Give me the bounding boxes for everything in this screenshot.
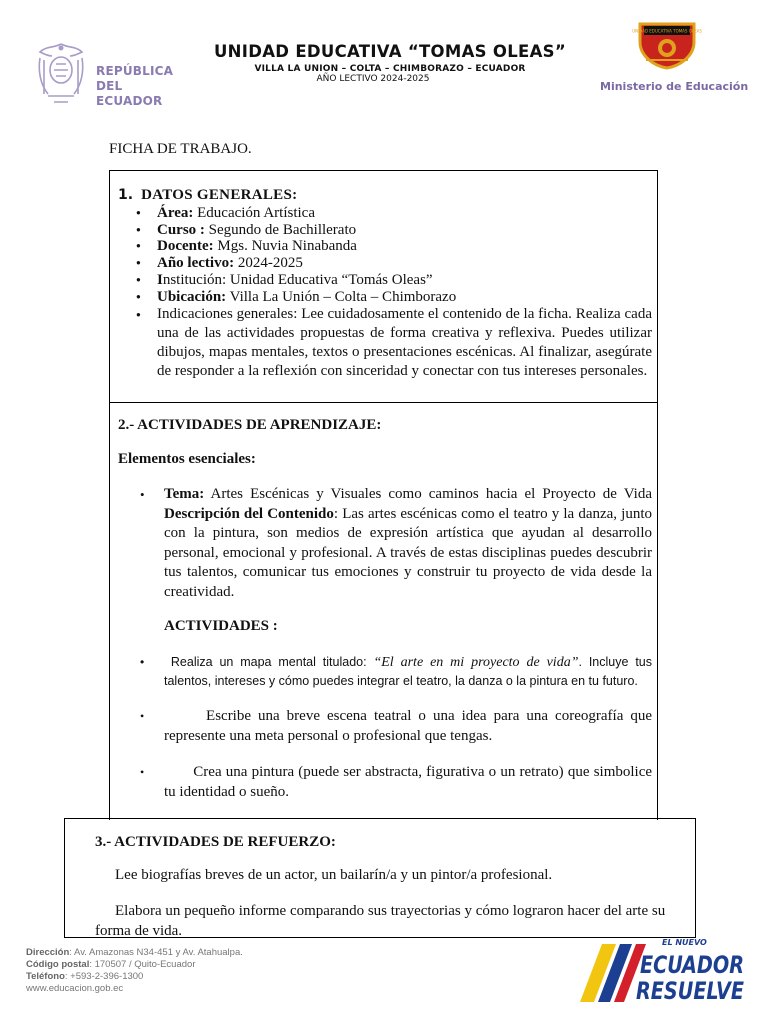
activity-1-title: “El arte en mi proyecto de vida” <box>373 655 579 670</box>
ecuador-resuelve-logo <box>576 936 746 1006</box>
bullet-icon: • <box>140 487 145 502</box>
activity-1-rest: . Incluye tus talentos, intereses y cómo puedes integrar el teatro, la danza o la pintura en tu futuro. <box>164 655 653 688</box>
coat-of-arms-icon <box>34 40 88 110</box>
section-2-subtitle: Elementos esenciales: <box>118 451 256 467</box>
activity-3 <box>140 762 653 802</box>
phone-value: : +593-2-396-1300 <box>64 971 144 982</box>
bullet-icon: • <box>140 709 145 723</box>
item-label: Año lectivo: <box>157 255 235 272</box>
crest-text: UNIDAD EDUCATIVA TOMAS OLEAS <box>632 28 702 34</box>
brand-mid: ECUADOR <box>640 951 744 979</box>
republica-line-2: DEL ECUADOR <box>96 79 163 108</box>
brand-top: EL NUEVO <box>662 938 707 947</box>
address-label: Dirección <box>26 947 70 958</box>
section-1-heading <box>118 185 297 204</box>
item-value: 2024-2025 <box>234 255 303 272</box>
list-item-docente <box>136 238 652 255</box>
postal-label: Código postal <box>26 959 90 970</box>
activities-title: ACTIVIDADES : <box>164 618 278 634</box>
postal-value: : 170507 / Quito-Ecuador <box>89 959 196 970</box>
ficha-title: FICHA DE TRABAJO. <box>109 141 252 157</box>
footer-phone <box>26 971 243 983</box>
activity-1-text: Realiza un mapa mental titulado: <box>170 655 374 669</box>
school-crest-icon <box>632 20 702 70</box>
item-value: Mgs. Nuvia Ninabanda <box>213 238 357 255</box>
datos-list <box>136 205 652 381</box>
list-item-indicaciones: ● Indicaciones generales: Lee cuidadosamente el contenido de la ficha. Realiza cada una de las actividades propuestas de forma creativa y reflexiva. Puedes utilizar dibujos, mapas mentales, textos o presentaciones escénicas. Al finalizar, asegúrate de responder a la reflexión con sinceridad y conectar con tus intereses personales. <box>136 305 652 381</box>
activity-2-text: Escribe una breve escena teatral o una idea para una coreografía que represente una meta personal o profesional que tengas. <box>164 708 653 744</box>
tema-block <box>140 485 653 602</box>
footer-website[interactable]: www.educacion.gob.ec <box>26 983 124 994</box>
list-item-area <box>136 205 652 222</box>
activity-2 <box>140 706 653 746</box>
address-value: : Av. Amazonas N34-451 y Av. Atahualpa. <box>69 947 243 958</box>
bullet-icon: • <box>140 765 145 779</box>
republica-line-1: REPÚBLICA <box>96 64 174 78</box>
section-actividades-aprendizaje <box>109 402 658 820</box>
item-label-rest: nstitución <box>162 271 223 288</box>
item-label: Área: <box>157 205 194 221</box>
list-item-ubicacion <box>136 289 652 306</box>
item-value: Villa La Unión – Colta – Chimborazo <box>226 288 457 305</box>
item-label: Curso : <box>157 221 205 238</box>
section-datos-generales <box>109 170 658 403</box>
section-1-title: DATOS GENERALES: <box>141 187 298 203</box>
activity-3-text: Crea una pintura (puede ser abstracta, figurativa o un retrato) que simbolice tu identidad o sueño. <box>164 764 653 800</box>
descripcion-value: : Las artes escénicas como el teatro y la danza, junto con la pintura, son medios de expresión artística que ayudan al desarrollo personal, emocional y profesional. A través de estas disciplinas puedes descubrir tus talentos, comunicar tus emociones y construir tu proyecto de vida desde la creatividad. <box>164 505 653 600</box>
school-header <box>190 42 590 84</box>
refuerzo-paragraph-1: Lee biografías breves de un actor, un bailarín/a y un pintor/a profesional. <box>115 867 553 883</box>
descripcion-label: Descripción del Contenido <box>164 505 334 522</box>
refuerzo-paragraph-2: Elabora un pequeño informe comparando sus trayectorias y cómo lograron hacer del arte su forma de vida. <box>95 903 666 939</box>
activity-1 <box>140 653 653 690</box>
list-item-institucion <box>136 272 652 289</box>
item-value: Educación Artística <box>193 205 316 221</box>
item-label: Docente: <box>157 238 214 255</box>
section-2-title: 2.- ACTIVIDADES DE APRENDIZAJE: <box>118 417 382 433</box>
section-actividades-refuerzo <box>64 818 696 938</box>
tema-value: Artes Escénicas y Visuales como caminos hacia el Proyecto de Vida <box>204 486 652 502</box>
section-1-number: 1. <box>118 187 134 203</box>
tema-label: Tema: <box>164 486 205 502</box>
footer-address <box>26 947 243 959</box>
bullet-icon: • <box>140 655 145 669</box>
school-year: AÑO LECTIVO 2024-2025 <box>316 74 430 84</box>
item-value: : Unidad Educativa “Tomás Oleas” <box>222 271 433 288</box>
footer-contact <box>26 947 243 995</box>
school-name: UNIDAD EDUCATIVA “TOMAS OLEAS” <box>213 42 567 61</box>
item-label-initial: I <box>157 271 163 288</box>
item-value: Segundo de Bachillerato <box>204 221 357 238</box>
brand-bot: RESUELVE <box>636 977 745 1005</box>
item-label: Ubicación: <box>157 288 227 305</box>
list-item-ano-lectivo <box>136 255 652 272</box>
school-location: VILLA LA UNION – COLTA – CHIMBORAZO – ECUADOR <box>254 64 526 74</box>
ministry-logo <box>596 20 749 100</box>
ministry-name: Ministerio de Educación <box>600 80 749 93</box>
phone-label: Teléfono <box>26 971 65 982</box>
section-3-title: 3.- ACTIVIDADES DE REFUERZO: <box>95 834 336 850</box>
footer-postal <box>26 959 243 971</box>
list-item-curso <box>136 222 652 239</box>
